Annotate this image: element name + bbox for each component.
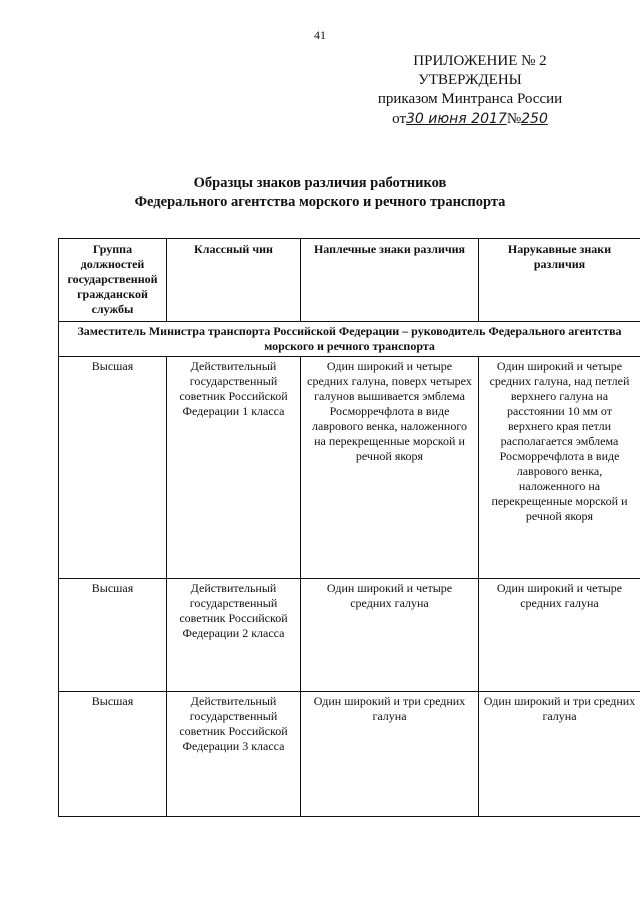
order-date-line <box>392 110 548 129</box>
cell-rank: Действительный государственный советник Российской Федерации 3 класса <box>167 692 301 817</box>
cell-shoulder: Один широкий и три средних галуна <box>301 692 479 817</box>
cell-group: Высшая <box>59 579 167 692</box>
group-heading-row <box>59 322 640 357</box>
from-prefix: от <box>392 111 406 127</box>
cell-group: Высшая <box>59 357 167 579</box>
order-date: 30 июня 2017 <box>406 111 507 127</box>
order-label: приказом Минтранса России <box>377 91 563 107</box>
order-number: 250 <box>521 111 548 127</box>
cell-sleeve: Один широкий и четыре средних галуна, над петлей верхнего галуна на расстоянии 10 мм от верхнего края петли располагается эмблема Росморречфлота в виде лаврового венка, наложенного на перекрещенные морской и речной якоря <box>479 357 640 579</box>
document-title <box>0 174 640 212</box>
table-row <box>59 692 640 817</box>
table-row <box>59 579 640 692</box>
cell-shoulder: Один широкий и четыре средних галуна <box>301 579 479 692</box>
appendix-label: ПРИЛОЖЕНИЕ № 2 <box>413 53 547 69</box>
cell-rank: Действительный государственный советник Российской Федерации 2 класса <box>167 579 301 692</box>
page-number: 41 <box>314 28 326 42</box>
number-prefix: № <box>506 111 522 127</box>
table-row <box>59 357 640 579</box>
header-group: Группа должностей государственной гражданской службы <box>59 239 167 322</box>
group-heading: Заместитель Министра транспорта Российской Федерации – руководитель Федерального агентства морского и речного транспорта <box>59 322 640 357</box>
approved-label: УТВЕРЖДЕНЫ <box>418 72 522 88</box>
insignia-table <box>58 238 640 817</box>
cell-sleeve: Один широкий и три средних галуна <box>479 692 640 817</box>
cell-rank: Действительный государственный советник Российской Федерации 1 класса <box>167 357 301 579</box>
header-sleeve: Нарукавные знаки различия <box>479 239 640 322</box>
title-line-1: Образцы знаков различия работников <box>193 175 447 191</box>
cell-sleeve: Один широкий и четыре средних галуна <box>479 579 640 692</box>
header-shoulder: Наплечные знаки различия <box>301 239 479 322</box>
cell-group: Высшая <box>59 692 167 817</box>
table-header-row <box>59 239 640 322</box>
cell-shoulder: Один широкий и четыре средних галуна, поверх четырех галунов вышивается эмблема Росморречфлота в виде лаврового венка, наложенного на перекрещенные морской и речной якоря <box>301 357 479 579</box>
header-rank: Классный чин <box>167 239 301 322</box>
approval-stamp <box>320 52 620 129</box>
title-line-2: Федерального агентства морского и речного транспорта <box>134 194 506 210</box>
